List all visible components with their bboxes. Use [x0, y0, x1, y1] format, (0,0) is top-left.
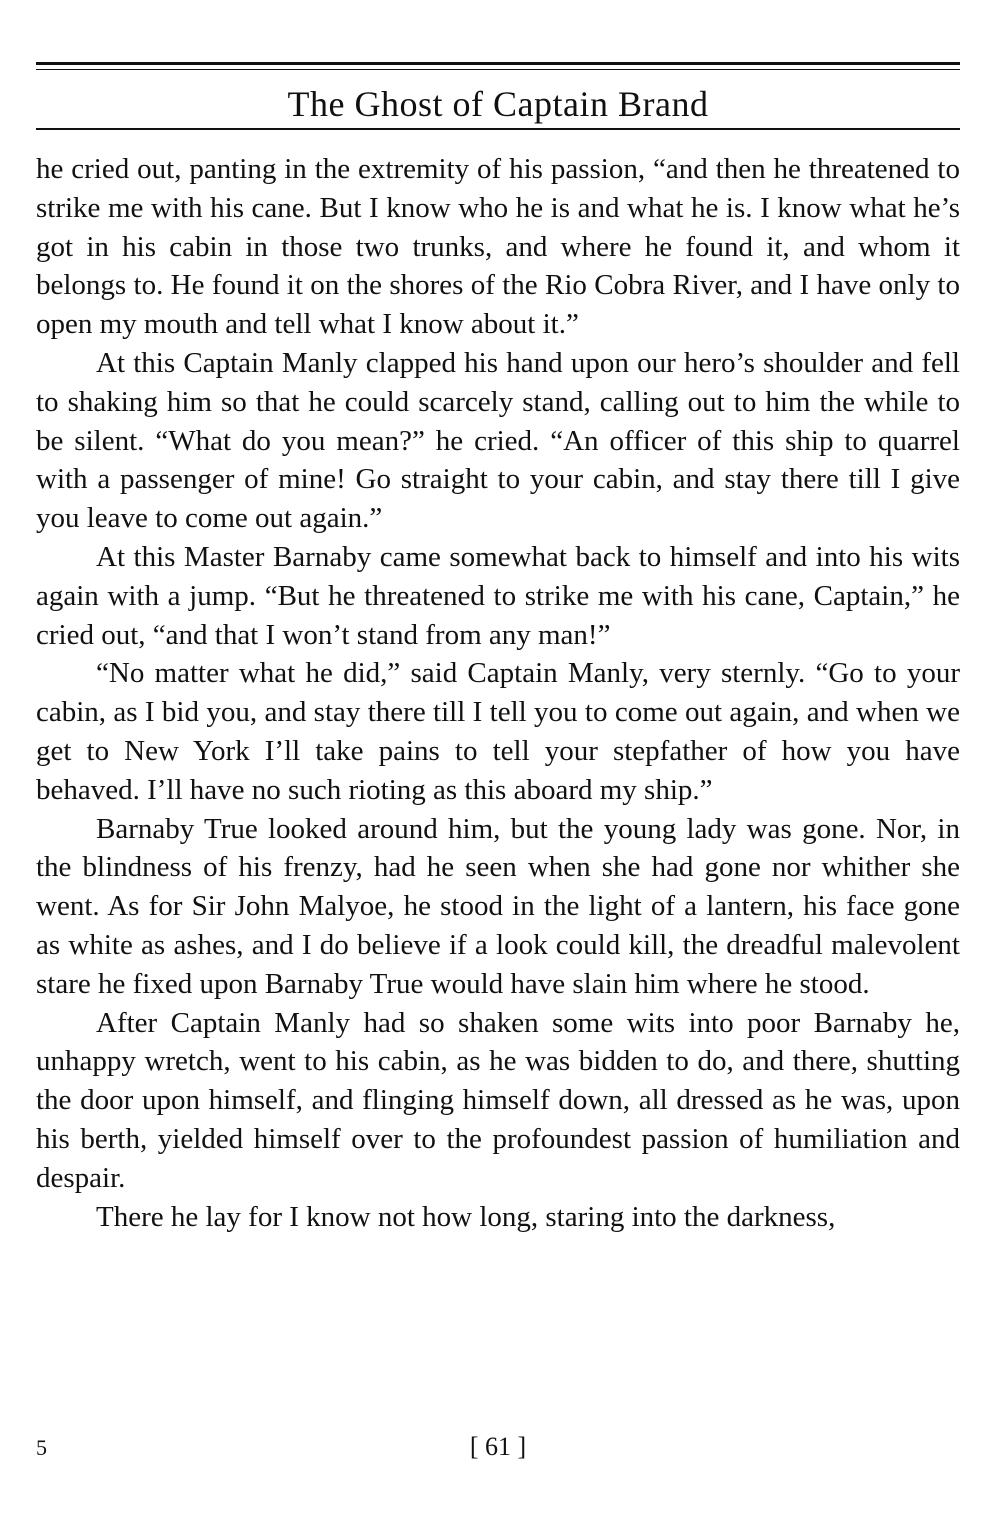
- paragraph-7: There he lay for I know not how long, staring into the darkness,: [96, 1200, 836, 1233]
- header-rule-bottom: [36, 128, 960, 130]
- book-page: [36, 62, 960, 1502]
- page-number: [ 61 ]: [469, 1432, 527, 1461]
- paragraph-5: Barnaby True looked around him, but the young lady was gone. Nor, in the blindness of his frenzy, had he seen when she had gone nor whither she went. As for Sir John Malyoe, he stood in the light of a lantern, his face gone as white as ashes, and I do believe if a look could kill, the dreadful malevolent stare he fixed upon Barnaby True would have slain him where he stood.: [36, 812, 960, 1000]
- paragraph-3: At this Master Barnaby came somewhat back to himself and into his wits again with a jump. “But he threatened to strike me with his cane, Captain,” he cried out, “and that I won’t stand from any man!”: [36, 540, 960, 651]
- body-text: [36, 150, 960, 1236]
- paragraph-6: After Captain Manly had so shaken some wits into poor Barnaby he, unhappy wretch, went to his cabin, as he was bidden to do, and there, shutting the door upon himself, and flinging himself down, all dressed as he was, upon his berth, yielded himself over to the profoundest passion of humiliation and despair.: [36, 1006, 960, 1194]
- header-rule-thick: [36, 62, 960, 65]
- header-rule-thin: [36, 69, 960, 70]
- paragraph-1: he cried out, panting in the extremity of his passion, “and then he threatened to strike me with his cane. But I know who he is and what he is. I know what he’s got in his cabin in those two trunks, and where he found it, and whom it belongs to. He found it on the shores of the Rio Cobra River, and I have only to open my mouth and tell what I know about it.”: [36, 153, 960, 341]
- paragraph-4: “No matter what he did,” said Captain Manly, very sternly. “Go to your cabin, as I bid you, and stay there till I tell you to come out again, and when we get to New York I’ll take pains to tell your stepfather of how you have behaved. I’ll have no such rioting as this aboard my ship.”: [36, 657, 960, 806]
- signature-mark: 5: [36, 1435, 47, 1460]
- running-title: The Ghost of Captain Brand: [287, 84, 709, 124]
- paragraph-2: At this Captain Manly clapped his hand upon our hero’s shoulder and fell to shaking him so that he could scarcely stand, calling out to him the while to be silent. “What do you mean?” he cried. “An officer of this ship to quarrel with a passenger of mine! Go straight to your cabin, and stay there till I give you leave to come out again.”: [36, 346, 960, 535]
